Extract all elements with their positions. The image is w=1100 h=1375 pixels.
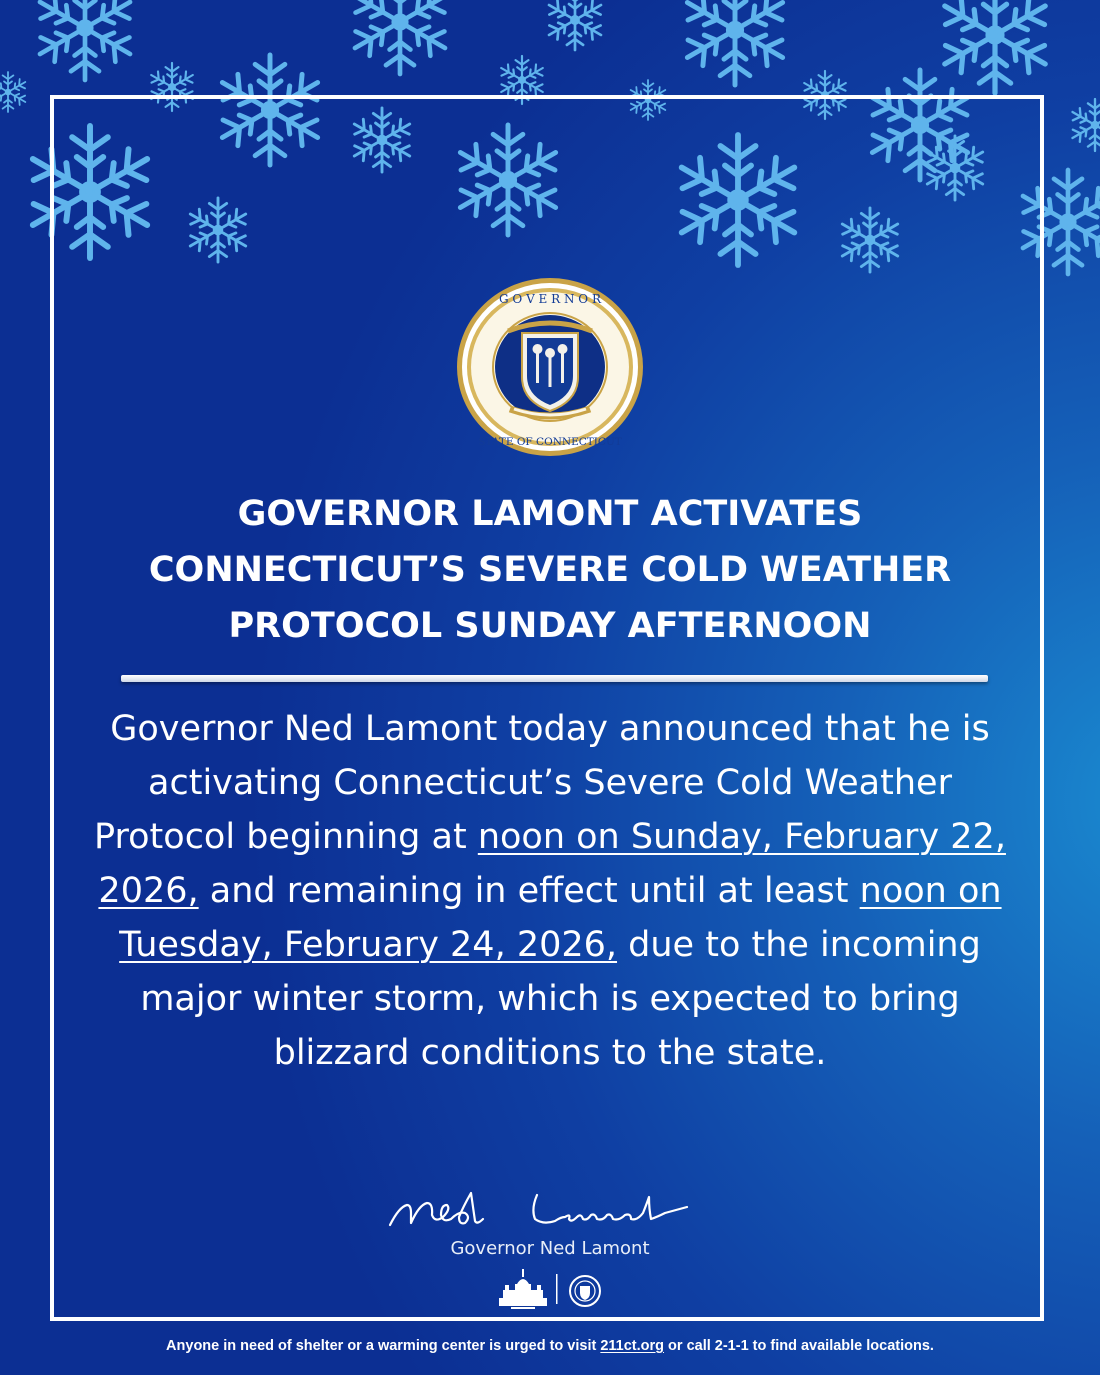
body-middle: and remaining in effect until at least [198,871,860,911]
snowflake-icon [33,0,137,80]
snowflake-icon [1069,99,1100,151]
headline-line: CONNECTICUT’S SEVERE COLD WEATHER [148,550,952,590]
svg-text:STATE OF CONNECTICUT: STATE OF CONNECTICUT [478,436,622,448]
announcement-body [90,702,1010,1080]
divider [121,675,988,682]
snowflake-icon [937,0,1053,93]
headline-line: GOVERNOR LAMONT ACTIVATES [237,494,863,534]
svg-text:G O V E R N O R: G O V E R N O R [499,292,601,306]
signer-caption: Governor Ned Lamont [450,1238,650,1259]
footer-text: Anyone in need of shelter or a warming center is urged to visit [166,1338,601,1354]
start-time: noon on Sunday, February 22, 2026, [98,817,1006,911]
handwritten-signature-icon [385,1187,695,1237]
footer-text-end: or call 2-1-1 to find available locations. [664,1338,934,1354]
capitol-building-icon [499,1269,547,1309]
small-seal-icon [570,1276,600,1306]
headline [70,486,1030,654]
footer-logos [495,1268,607,1310]
snowflake-icon [545,0,605,50]
end-time: noon on Tuesday, February 24, 2026, [119,871,1002,965]
snowflake-icon [0,72,28,112]
shelter-link[interactable]: 211ct.org [600,1338,665,1354]
body-outro: due to the incoming major winter storm, which is expected to bring blizzard conditions to the state. [140,925,981,1073]
governor-seal-icon [456,277,644,457]
footer-note [0,1338,1100,1354]
body-intro: Governor Ned Lamont today announced that he is activating Connecticut’s Severe Cold Weather Protocol beginning at [94,709,990,857]
headline-line: PROTOCOL SUNDAY AFTERNOON [228,606,872,646]
snowflake-icon [348,0,452,74]
snowflake-icon [680,0,790,85]
